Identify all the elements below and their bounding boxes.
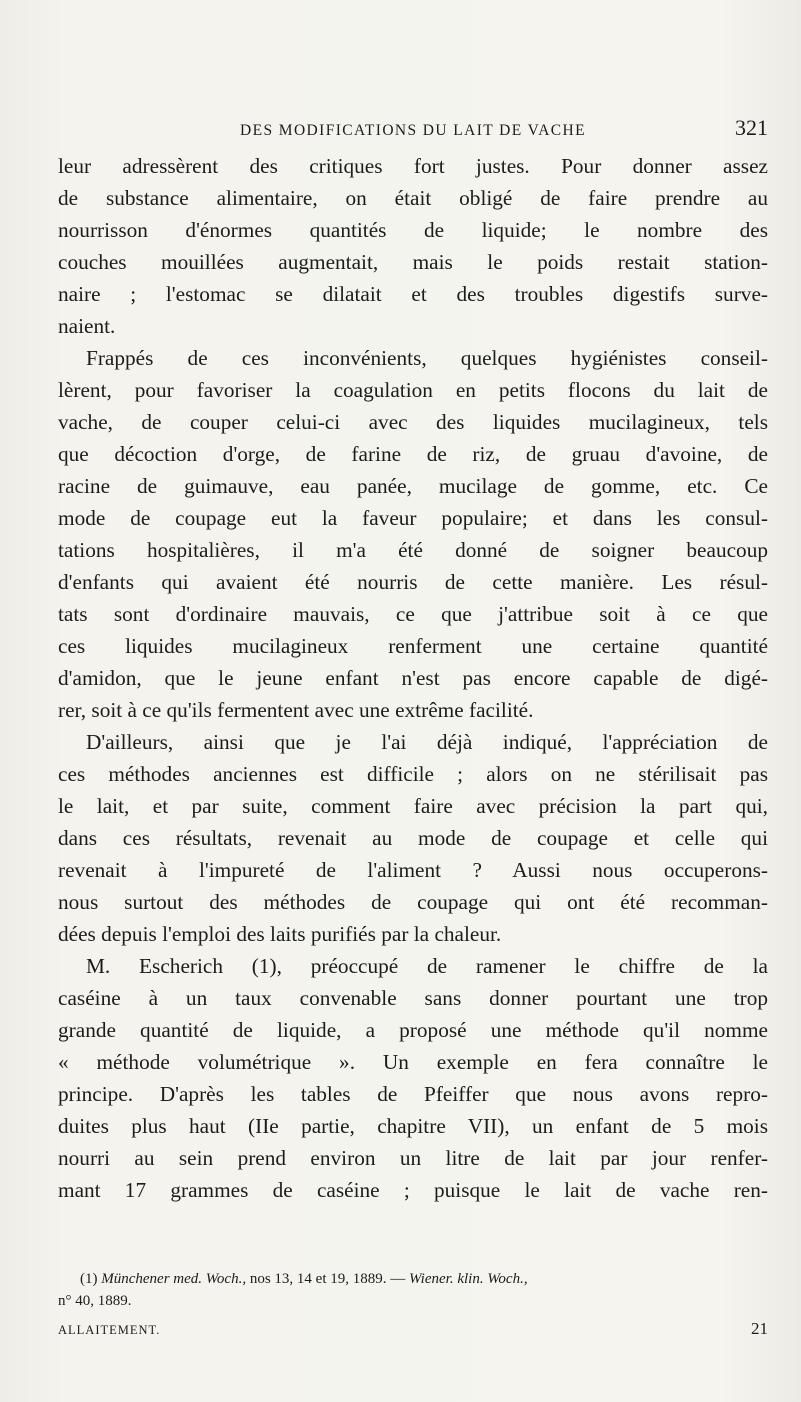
text-line: naire ; l'estomac se dilatait et des troubles digestifs surve- (58, 282, 768, 306)
text-line: dées depuis l'emploi des laits purifiés par la chaleur. (58, 922, 502, 946)
sheet-number: 21 (751, 1319, 768, 1338)
text-line: nourri au sein prend environ un litre de lait par jour renfer- (58, 1146, 768, 1170)
text-line: grande quantité de liquide, a proposé une méthode qu'il nomme (58, 1018, 768, 1042)
body-text (58, 150, 768, 1206)
footnote (58, 1268, 768, 1312)
footnote-journal: Wiener. klin. Woch., (409, 1271, 528, 1287)
page-number: 321 (735, 115, 768, 140)
text-line: dans ces résultats, revenait au mode de coupage et celle qui (58, 826, 768, 850)
text-line: racine de guimauve, eau panée, mucilage de gomme, etc. Ce (58, 474, 768, 498)
text-line: tats sont d'ordinaire mauvais, ce que j'attribue soit à ce que (58, 602, 768, 626)
text-line: vache, de couper celui-ci avec des liquides mucilagineux, tels (58, 410, 768, 434)
text-line: naient. (58, 314, 116, 338)
text-line: d'enfants qui avaient été nourris de cette manière. Les résul- (58, 570, 768, 594)
text-line: caséine à un taux convenable sans donner pourtant une trop (58, 986, 768, 1010)
footnote-line: n° 40, 1889. (58, 1293, 132, 1309)
text-line: nous surtout des méthodes de coupage qui ont été recomman- (58, 890, 768, 914)
text-line: ces liquides mucilagineux renferment une certaine quantité (58, 634, 768, 658)
text-line: « méthode volumétrique ». Un exemple en fera connaître le (58, 1050, 768, 1074)
text-line: leur adressèrent des critiques fort justes. Pour donner assez (58, 154, 768, 178)
text-line: que décoction d'orge, de farine de riz, de gruau d'avoine, de (58, 442, 768, 466)
text-line: revenait à l'impureté de l'aliment ? Aussi nous occuperons- (58, 858, 768, 882)
text-line: M. Escherich (1), préoccupé de ramener le chiffre de la (86, 954, 768, 978)
footnote-marker: (1) (80, 1271, 98, 1287)
footnote-reference: nos 13, 14 et 19, 1889. — (249, 1271, 406, 1287)
text-line: duites plus haut (IIe partie, chapitre VII), un enfant de 5 mois (58, 1114, 768, 1138)
text-line: lèrent, pour favoriser la coagulation en petits flocons du lait de (58, 378, 768, 402)
signature-mark: ALLAITEMENT. (58, 1323, 161, 1337)
text-line: mant 17 grammes de caséine ; puisque le lait de vache ren- (58, 1178, 768, 1202)
text-line: rer, soit à ce qu'ils fermentent avec une extrême facilité. (58, 698, 534, 722)
text-line: de substance alimentaire, on était obligé de faire prendre au (58, 186, 768, 210)
text-line: couches mouillées augmentait, mais le poids restait station- (58, 250, 768, 274)
text-line: tations hospitalières, il m'a été donné de soigner beaucoup (58, 538, 768, 562)
text-line: ces méthodes anciennes est difficile ; alors on ne stérilisait pas (58, 762, 768, 786)
text-line: nourrisson d'énormes quantités de liquide; le nombre des (58, 218, 768, 242)
text-line: Frappés de ces inconvénients, quelques hygiénistes conseil- (86, 346, 768, 370)
running-title: DES MODIFICATIONS DU LAIT DE VACHE (240, 122, 586, 139)
footnote-line (58, 1268, 768, 1290)
footnote-journal: Münchener med. Woch., (101, 1271, 247, 1287)
text-line: le lait, et par suite, comment faire avec précision la part qui, (58, 794, 768, 818)
text-line: principe. D'après les tables de Pfeiffer que nous avons repro- (58, 1082, 768, 1106)
text-line: d'amidon, que le jeune enfant n'est pas encore capable de digé- (58, 666, 768, 690)
text-line: mode de coupage eut la faveur populaire; et dans les consul- (58, 506, 768, 530)
running-head (58, 115, 768, 148)
text-line: D'ailleurs, ainsi que je l'ai déjà indiqué, l'appréciation de (86, 730, 768, 754)
